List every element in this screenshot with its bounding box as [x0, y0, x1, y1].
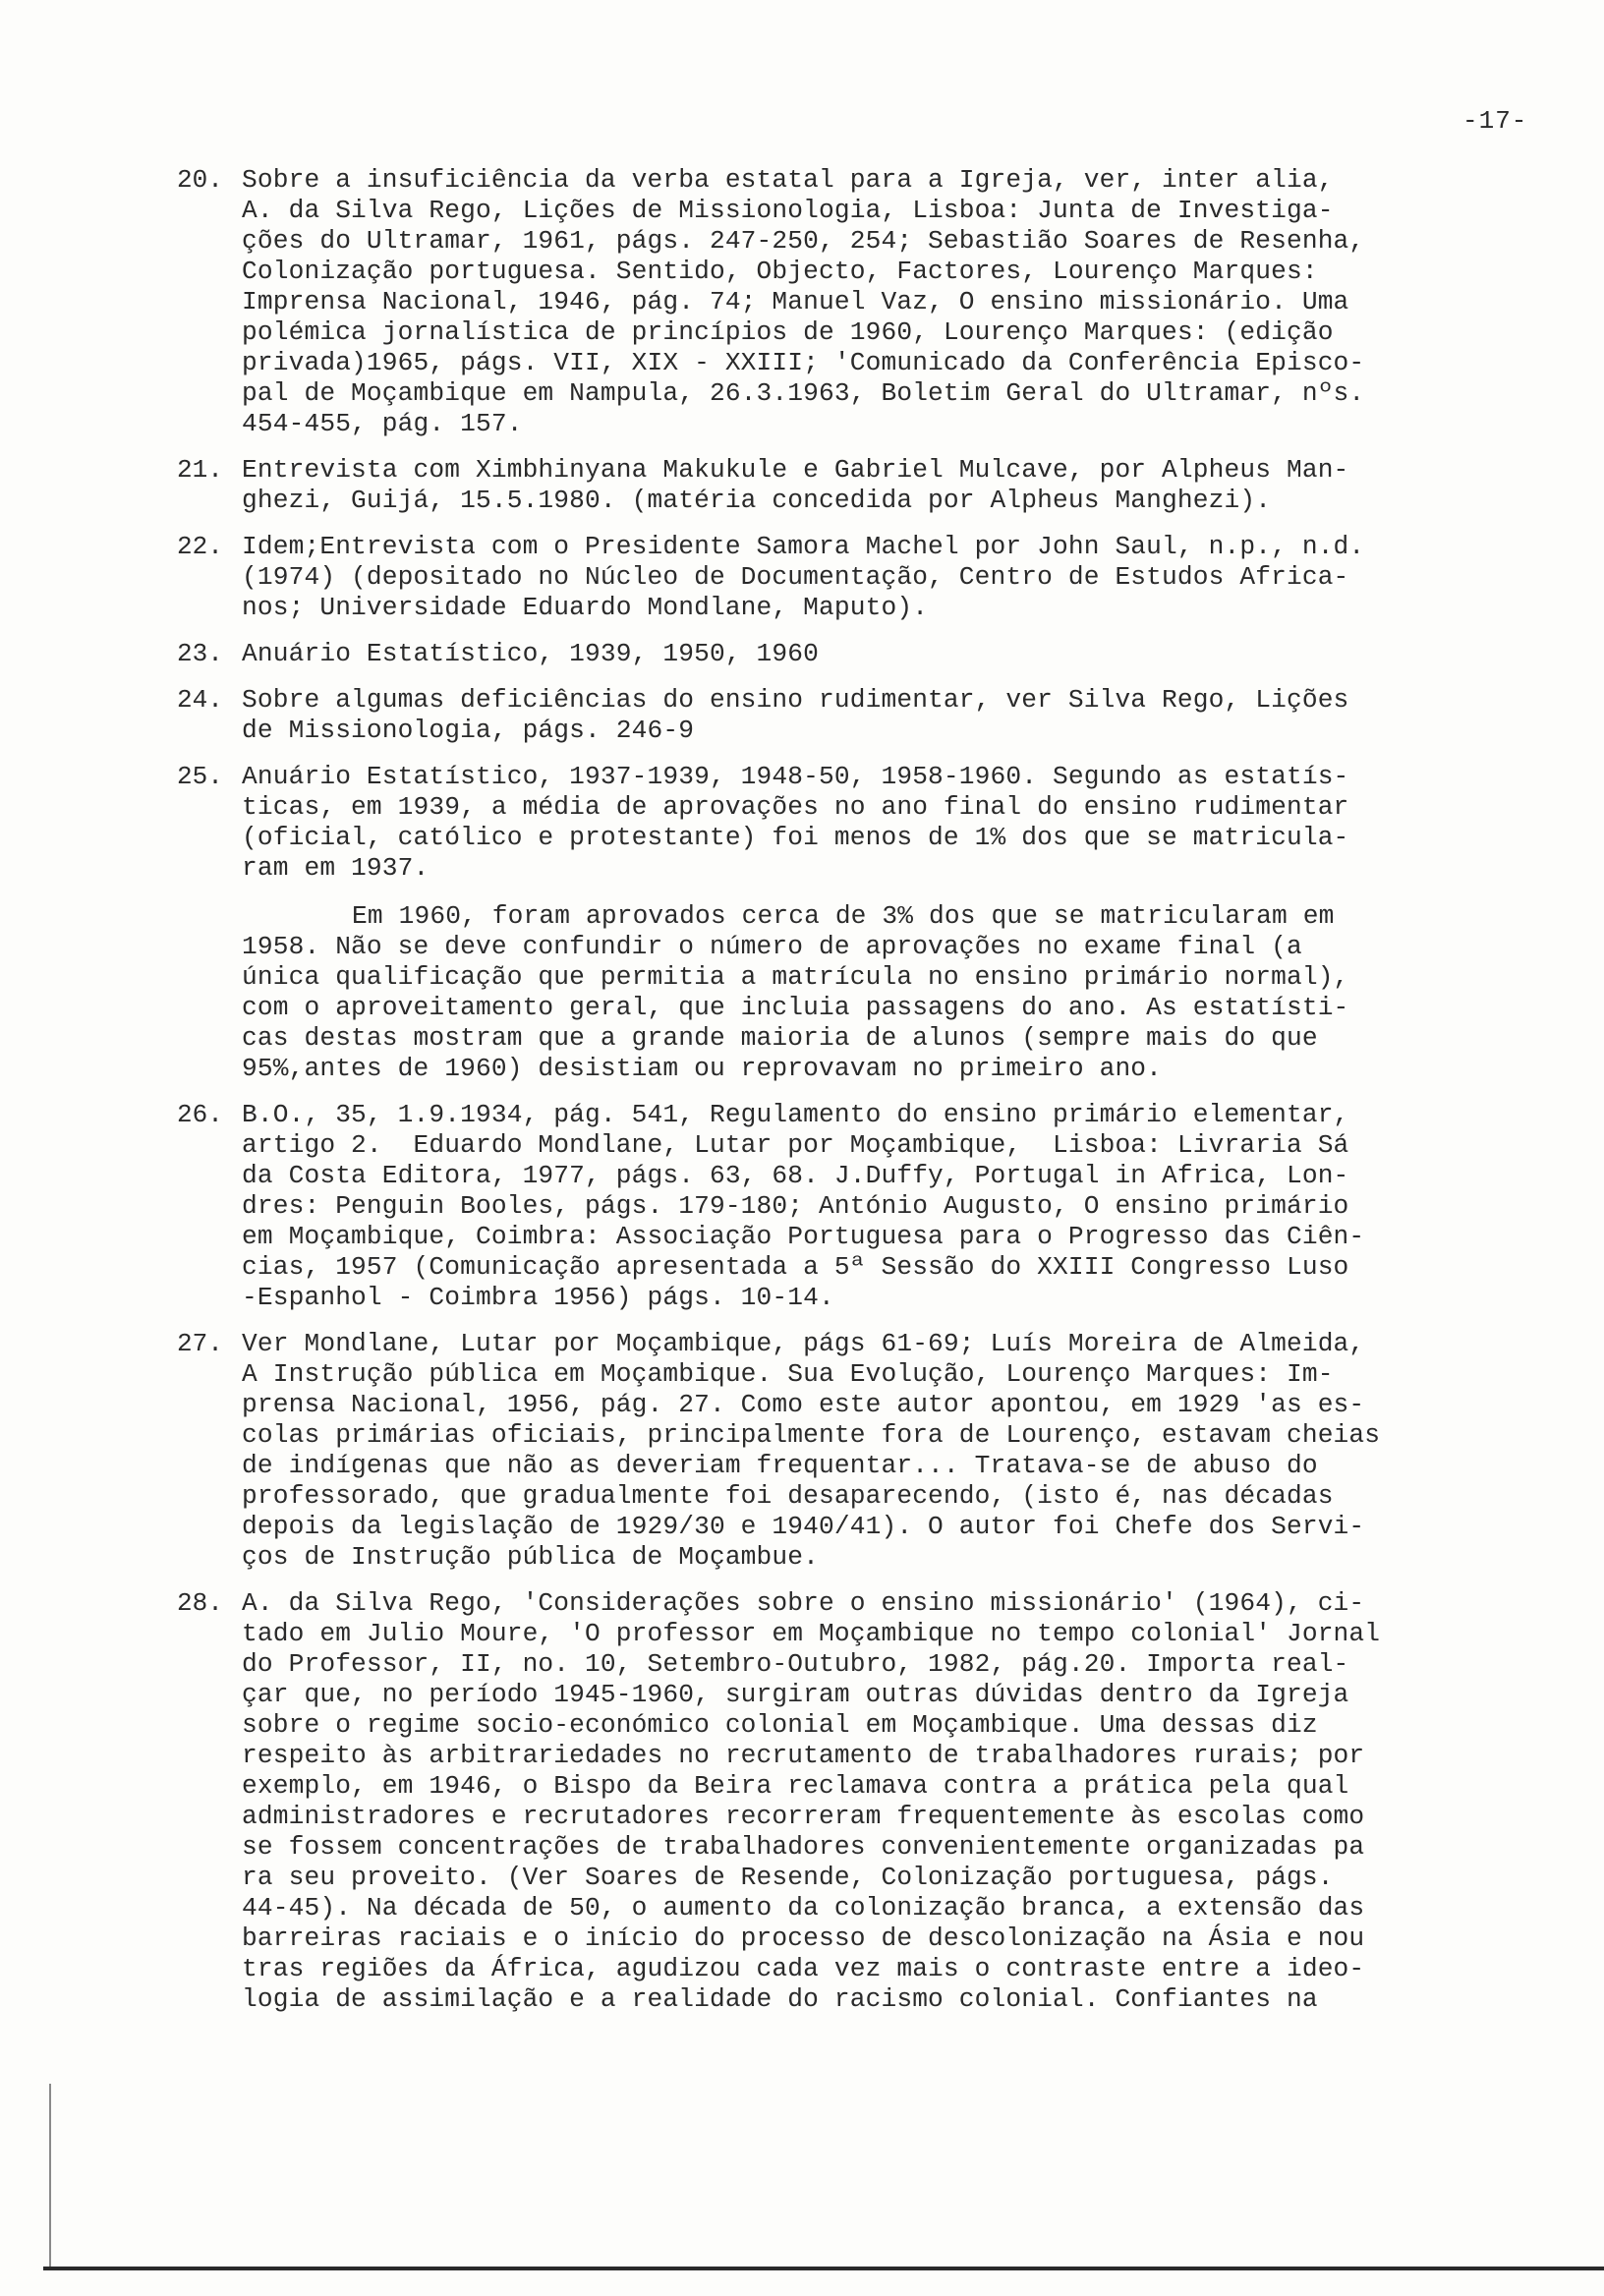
text-line: Anuário Estatístico, 1937-1939, 1948-50, 1958-1960. Segundo as estatís- [242, 762, 1349, 791]
endnote-text [242, 165, 1533, 439]
text-line: se fossem concentrações de trabalhadores convenientemente organizadas pa [242, 1832, 1365, 1862]
text-line: administradores e recrutadores recorreram frequentemente às escolas como [242, 1802, 1365, 1831]
text-line: 95%,antes de 1960) desistiam ou reprovavam no primeiro ano. [242, 1054, 1163, 1083]
text-line: Colonização portuguesa. Sentido, Objecto, Factores, Lourenço Marques: [242, 257, 1318, 286]
endnote-text [242, 762, 1533, 1084]
text-line: da Costa Editora, 1977, págs. 63, 68. J.Duffy, Portugal in Africa, Lon- [242, 1161, 1349, 1190]
text-line: Entrevista com Ximbhinyana Makukule e Gabriel Mulcave, por Alpheus Man- [242, 455, 1349, 485]
text-line: çar que, no período 1945-1960, surgiram outras dúvidas dentro da Igreja [242, 1680, 1349, 1709]
text-line: respeito às arbitrariedades no recrutamento de trabalhadores rurais; por [242, 1741, 1365, 1770]
text-line: (1974) (depositado no Núcleo de Documentação, Centro de Estudos Africa- [242, 562, 1349, 592]
endnote-text [242, 532, 1533, 623]
endnote-text [242, 685, 1533, 746]
endnote-number: 26. [177, 1100, 223, 1129]
text-line: ticas, em 1939, a média de aprovações no ano final do ensino rudimentar [242, 792, 1349, 822]
text-line: artigo 2. Eduardo Mondlane, Lutar por Moçambique, Lisboa: Livraria Sá [242, 1130, 1349, 1160]
text-line: Sobre algumas deficiências do ensino rudimentar, ver Silva Rego, Lições [242, 685, 1349, 715]
text-line: colas primárias oficiais, principalmente fora de Lourenço, estavam cheias [242, 1420, 1381, 1450]
page-number: -17- [1462, 106, 1528, 136]
text-line: dres: Penguin Booles, págs. 179-180; António Augusto, O ensino primário [242, 1191, 1349, 1221]
endnote-number: 28. [177, 1588, 223, 1618]
text-line: Sobre a insuficiência da verba estatal para a Igreja, ver, inter alia, [242, 165, 1334, 195]
endnote [177, 1588, 1533, 2015]
text-line: ços de Instrução pública de Moçambue. [242, 1542, 820, 1572]
text-line: professorado, que gradualmente foi desaparecendo, (isto é, nas décadas [242, 1481, 1334, 1511]
endnote-text [242, 639, 1533, 669]
text-line: pal de Moçambique em Nampula, 26.3.1963, Boletim Geral do Ultramar, nºs. [242, 378, 1365, 408]
endnote [177, 1100, 1533, 1313]
text-line: logia de assimilação e a realidade do racismo colonial. Confiantes na [242, 1984, 1318, 2014]
text-line: nos; Universidade Eduardo Mondlane, Maputo). [242, 593, 929, 622]
endnotes-list [177, 165, 1533, 2031]
text-line: A. da Silva Rego, 'Considerações sobre o ensino missionário' (1964), ci- [242, 1588, 1365, 1618]
text-line: do Professor, II, no. 10, Setembro-Outubro, 1982, pág.20. Importa real- [242, 1649, 1349, 1679]
text-line: tras regiões da África, agudizou cada vez mais o contraste entre a ideo- [242, 1954, 1365, 1983]
endnote-number: 24. [177, 685, 223, 715]
text-line: barreiras raciais e o início do processo de descolonização na Ásia e nou [242, 1923, 1365, 1953]
text-line: Em 1960, foram aprovados cerca de 3% dos que se matricularam em [352, 901, 1335, 931]
text-line: sobre o regime socio-económico colonial em Moçambique. Uma dessas diz [242, 1710, 1318, 1740]
text-line: Ver Mondlane, Lutar por Moçambique, págs 61-69; Luís Moreira de Almeida, [242, 1329, 1365, 1358]
text-line: ra seu proveito. (Ver Soares de Resende, Colonização portuguesa, págs. [242, 1863, 1334, 1892]
paragraph-gap [242, 884, 1533, 901]
text-line: com o aproveitamento geral, que incluia passagens do ano. As estatísti- [242, 993, 1349, 1022]
endnote [177, 639, 1533, 669]
endnote [177, 532, 1533, 623]
endnote-number: 21. [177, 455, 223, 485]
text-line: única qualificação que permitia a matrícula no ensino primário normal), [242, 962, 1349, 992]
text-line: ções do Ultramar, 1961, págs. 247-250, 254; Sebastião Soares de Resenha, [242, 226, 1365, 256]
endnote-text [242, 1329, 1533, 1573]
margin-rule [49, 2084, 51, 2267]
text-line: B.O., 35, 1.9.1934, pág. 541, Regulamento do ensino primário elementar, [242, 1100, 1349, 1129]
text-line: 44-45). Na década de 50, o aumento da colonização branca, a extensão das [242, 1893, 1365, 1923]
text-line: de Missionologia, págs. 246-9 [242, 716, 695, 745]
endnote-number: 25. [177, 762, 223, 791]
endnote [177, 685, 1533, 746]
endnote-text [242, 1100, 1533, 1313]
text-line: ram em 1937. [242, 853, 430, 883]
text-line: privada)1965, págs. VII, XIX - XXIII; 'Comunicado da Conferência Episco- [242, 348, 1365, 377]
endnote-number: 20. [177, 165, 223, 195]
text-line: ghezi, Guijá, 15.5.1980. (matéria concedida por Alpheus Manghezi). [242, 486, 1272, 515]
text-line: Anuário Estatístico, 1939, 1950, 1960 [242, 639, 820, 668]
endnote [177, 762, 1533, 1084]
text-line: -Espanhol - Coimbra 1956) págs. 10-14. [242, 1283, 834, 1312]
endnote [177, 455, 1533, 516]
text-line: Idem;Entrevista com o Presidente Samora Machel por John Saul, n.p., n.d. [242, 532, 1365, 561]
text-line: prensa Nacional, 1956, pág. 27. Como este autor apontou, em 1929 'as es- [242, 1390, 1365, 1419]
endnote-number: 23. [177, 639, 223, 668]
text-line: de indígenas que não as deveriam frequentar... Tratava-se de abuso do [242, 1451, 1318, 1480]
page-bottom-rule [43, 2267, 1604, 2270]
text-line: cas destas mostram que a grande maioria de alunos (sempre mais do que [242, 1023, 1318, 1053]
endnote [177, 1329, 1533, 1573]
text-line: tado em Julio Moure, 'O professor em Moçambique no tempo colonial' Jornal [242, 1619, 1381, 1648]
text-line: Imprensa Nacional, 1946, pág. 74; Manuel Vaz, O ensino missionário. Uma [242, 287, 1349, 316]
text-line: 1958. Não se deve confundir o número de aprovações no exame final (a [242, 932, 1302, 961]
text-line: (oficial, católico e protestante) foi menos de 1% dos que se matricula- [242, 823, 1349, 852]
endnote [177, 165, 1533, 439]
text-line: exemplo, em 1946, o Bispo da Beira reclamava contra a prática pela qual [242, 1771, 1349, 1801]
text-line: 454-455, pág. 157. [242, 409, 523, 438]
text-line: A. da Silva Rego, Lições de Missionologia, Lisboa: Junta de Investiga- [242, 196, 1334, 225]
text-line: polémica jornalística de princípios de 1960, Lourenço Marques: (edição [242, 317, 1334, 347]
text-line: A Instrução pública em Moçambique. Sua Evolução, Lourenço Marques: Im- [242, 1359, 1334, 1389]
text-line: depois da legislação de 1929/30 e 1940/41). O autor foi Chefe dos Servi- [242, 1512, 1365, 1541]
endnote-text [242, 1588, 1533, 2015]
text-line: em Moçambique, Coimbra: Associação Portuguesa para o Progresso das Ciên- [242, 1222, 1365, 1251]
text-line: cias, 1957 (Comunicação apresentada a 5ª Sessão do XXIII Congresso Luso [242, 1252, 1349, 1282]
endnote-number: 27. [177, 1329, 223, 1358]
endnote-text [242, 455, 1533, 516]
endnote-number: 22. [177, 532, 223, 561]
